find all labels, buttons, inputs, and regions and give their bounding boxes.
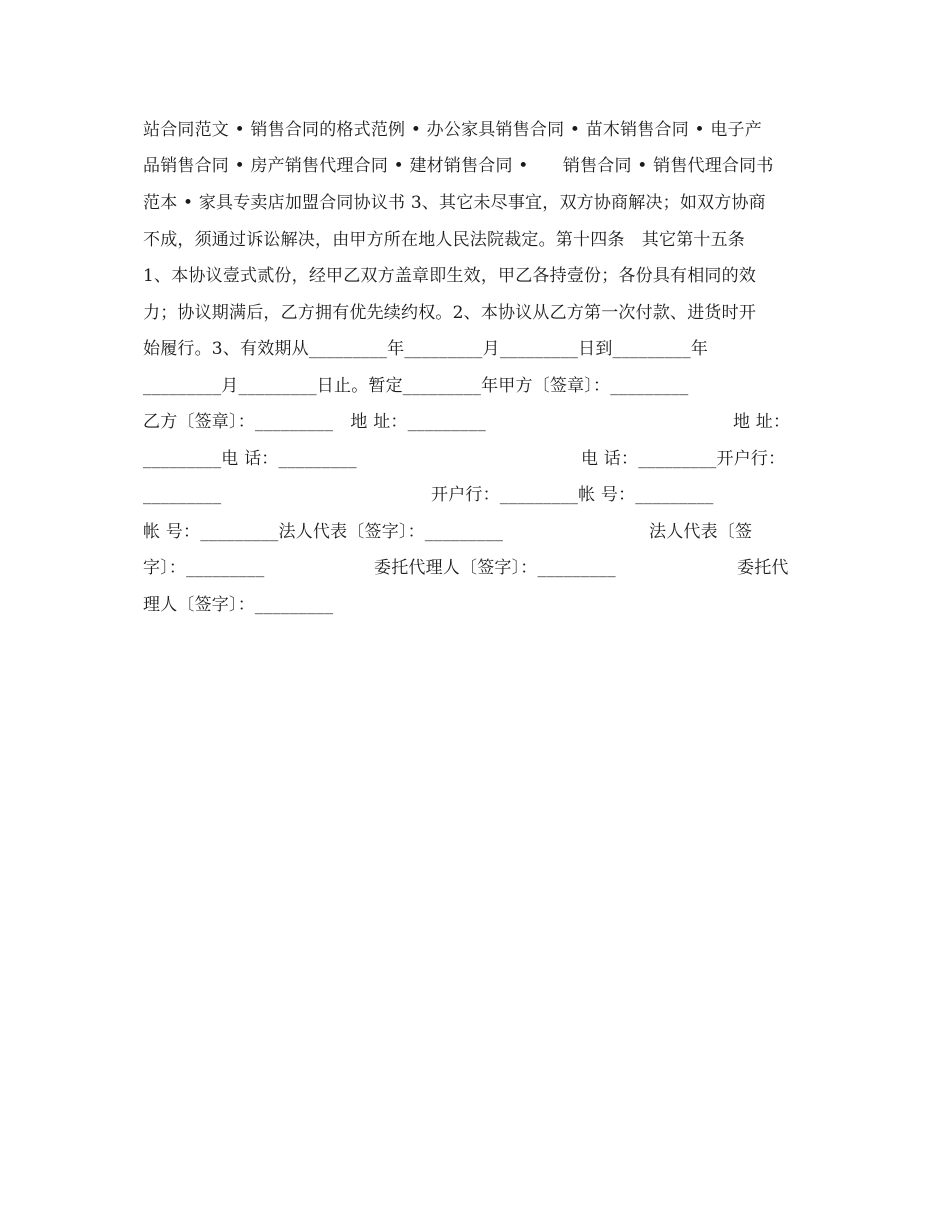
bank-field-left-blank: _________ [143, 485, 222, 505]
body-line-7: 始履行。3、有效期从_________年_________月_________日到_________年 [143, 339, 709, 359]
signature-row-1 [143, 410, 813, 434]
party-a-address-label: 地 址： [733, 412, 791, 432]
signature-row-5 [143, 556, 813, 580]
signature-row-4 [143, 520, 813, 544]
phone-and-bank-field-right: 电 话：_________开户行： [581, 449, 786, 469]
body-line-8: _________月_________日止。暂定_________年甲方〔签章〕：_________ [143, 376, 689, 396]
signature-row-6 [143, 593, 813, 617]
body-line-4: 不成，须通过诉讼解决，由甲方所在地人民法院裁定。第十四条 其它第十五条 [143, 230, 745, 250]
signature-row-2 [143, 447, 813, 471]
legal-rep-label-right: 法人代表〔签 [649, 522, 753, 542]
agent-label-right: 委托代 [737, 558, 789, 578]
body-line-3: 范本 • 家具专卖店加盟合同协议书 3、其它未尽事宜，双方协商解决；如双方协商 [143, 193, 766, 213]
account-and-legal-rep-field: 帐 号：_________法人代表〔签字〕：_________ [143, 522, 504, 542]
signature-continuation: 字〕：_________ [143, 558, 265, 578]
agent-signature-field: 委托代理人〔签字〕：_________ [374, 558, 616, 578]
phone-field-left: _________电 话：_________ [143, 449, 357, 469]
body-line-1: 站合同范文 • 销售合同的格式范例 • 办公家具销售合同 • 苗木销售合同 • 电子产 [143, 120, 762, 140]
body-line-6: 力；协议期满后，乙方拥有优先续约权。2、本协议从乙方第一次付款、进货时开 [143, 303, 757, 323]
agent-signature-field-right: 理人〔签字〕：_________ [143, 595, 334, 615]
signature-row-3 [143, 483, 813, 507]
party-b-seal-and-address: 乙方〔签章〕：_________ 地 址：_________ [143, 412, 486, 432]
body-line-5: 1、本协议壹式贰份，经甲乙双方盖章即生效，甲乙各持壹份；各份具有相同的效 [143, 266, 757, 286]
body-line-2: 品销售合同 • 房产销售代理合同 • 建材销售合同 • 销售合同 • 销售代理合同书 [143, 156, 774, 176]
bank-and-account-field: 开户行：_________帐 号：_________ [431, 485, 714, 505]
